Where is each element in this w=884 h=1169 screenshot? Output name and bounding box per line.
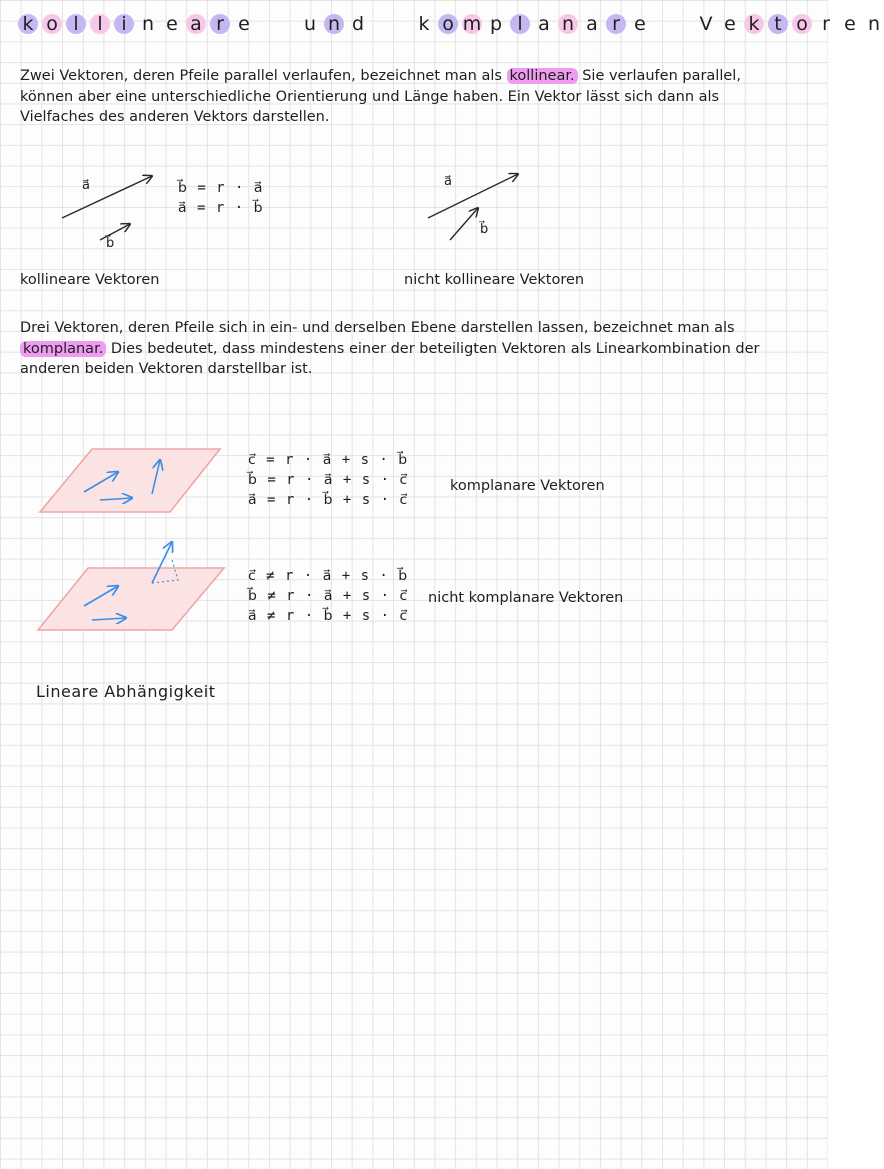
collinear-eq-2: a⃗ = r · b⃗ bbox=[178, 200, 264, 216]
section-heading: Lineare Abhängigkeit bbox=[36, 682, 216, 701]
title-letter: p bbox=[489, 13, 503, 35]
collinear-arrow-b bbox=[100, 224, 130, 240]
title-letter: r bbox=[210, 14, 230, 34]
noncoplanar-eq-3: a⃗ ≠ r · b⃗ + s · c⃗ bbox=[248, 608, 409, 624]
title-letter: l bbox=[90, 14, 110, 34]
title-letter: V bbox=[699, 13, 713, 35]
collinear-caption: kollineare Vektoren bbox=[20, 272, 160, 288]
title-letter: t bbox=[768, 14, 788, 34]
title-letter: l bbox=[66, 14, 86, 34]
para2-text-before: Drei Vektoren, deren Pfeile sich in ein- und derselben Ebene darstellen lassen, bezeichnet man als bbox=[20, 320, 735, 336]
noncoplanar-plane bbox=[38, 568, 224, 630]
para1-text-after: Sie verlaufen parallel, können aber eine unterschiedliche Orientierung und Länge haben. Ein Vektor lässt sich dann als Vielfaches des anderen Vektors darstellen. bbox=[20, 68, 741, 125]
coplanar-plane bbox=[40, 449, 220, 512]
highlight-kollinear: kollinear. bbox=[507, 68, 578, 84]
noncollinear-arrow-a bbox=[428, 174, 518, 218]
noncoplanar-eq-1: c⃗ ≠ r · a⃗ + s · b⃗ bbox=[248, 568, 409, 584]
collinear-eq-1: b⃗ = r · a⃗ bbox=[178, 180, 264, 196]
collinear-label-b: b⃗ bbox=[106, 236, 115, 251]
noncollinear-label-a: a⃗ bbox=[444, 174, 452, 189]
title-letter: a bbox=[186, 14, 206, 34]
title-letter: r bbox=[606, 14, 626, 34]
title-letter: a bbox=[586, 13, 598, 35]
title-letter: e bbox=[844, 13, 856, 35]
noncollinear-arrow-b bbox=[450, 208, 478, 240]
noncollinear-caption: nicht kollineare Vektoren bbox=[404, 272, 585, 288]
highlight-komplanar: komplanar. bbox=[20, 341, 106, 357]
title-letter: l bbox=[510, 14, 530, 34]
title-letter: e bbox=[724, 13, 736, 35]
coplanar-eq-2: b⃗ = r · a⃗ + s · c⃗ bbox=[248, 472, 409, 488]
title-letter: n bbox=[867, 13, 881, 35]
title-letter: m bbox=[462, 13, 482, 35]
title-letter: o bbox=[438, 14, 458, 34]
title-letter: n bbox=[324, 14, 344, 34]
noncoplanar-caption: nicht komplanare Vektoren bbox=[428, 590, 624, 606]
noncollinear-label-b: b⃗ bbox=[480, 222, 489, 237]
title-letter: u bbox=[303, 13, 317, 35]
title-letter: e bbox=[166, 13, 178, 35]
noncoplanar-eq-2: b⃗ ≠ r · a⃗ + s · c⃗ bbox=[248, 588, 409, 604]
title-letter: i bbox=[114, 14, 134, 34]
title-letter: k bbox=[744, 14, 764, 34]
title-letter: d bbox=[351, 13, 365, 35]
title-letter: k bbox=[18, 14, 38, 34]
title-letter: o bbox=[792, 14, 812, 34]
title-letter: e bbox=[238, 13, 250, 35]
coplanar-eq-3: a⃗ = r · b⃗ + s · c⃗ bbox=[248, 492, 409, 508]
title-letter: o bbox=[42, 14, 62, 34]
coplanar-caption: komplanare Vektoren bbox=[450, 478, 605, 494]
title-letter: a bbox=[538, 13, 550, 35]
para2-text-after: Dies bedeutet, dass mindestens einer der beteiligten Vektoren als Linearkombination der anderen beiden Vektoren darstellbar ist. bbox=[20, 340, 760, 377]
coplanar-definition bbox=[20, 318, 780, 380]
title-letter: k bbox=[418, 13, 430, 35]
para1-text-before: Zwei Vektoren, deren Pfeile parallel verlaufen, bezeichnet man als bbox=[20, 68, 507, 84]
title-letter: e bbox=[634, 13, 646, 35]
collinear-arrow-a bbox=[62, 176, 152, 218]
coplanar-eq-1: c⃗ = r · a⃗ + s · b⃗ bbox=[248, 452, 409, 468]
title-letter: n bbox=[141, 13, 155, 35]
title-letter: r bbox=[822, 13, 830, 35]
title-letter: n bbox=[558, 14, 578, 34]
collinear-label-a: a⃗ bbox=[82, 178, 90, 193]
